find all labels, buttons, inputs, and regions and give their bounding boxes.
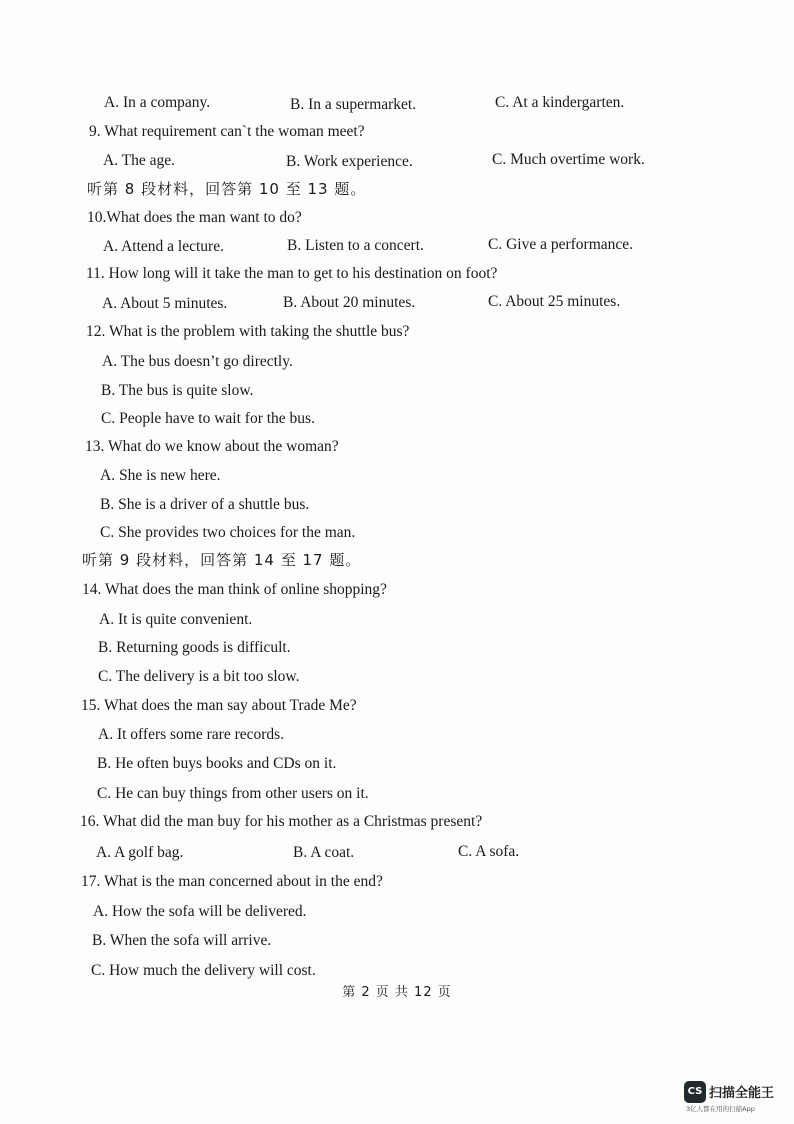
q13-option-a: A. She is new here.	[100, 467, 221, 484]
q15-option-c: C. He can buy things from other users on it.	[97, 785, 369, 802]
q14-option-b: B. Returning goods is difficult.	[98, 639, 291, 656]
q14-question: 14. What does the man think of online shopping?	[82, 581, 387, 598]
q9-option-c: C. Much overtime work.	[492, 151, 645, 168]
q17-option-b: B. When the sofa will arrive.	[92, 932, 272, 949]
q17-option-a: A. How the sofa will be delivered.	[93, 903, 307, 920]
q8-option-a: A. In a company.	[104, 94, 211, 111]
q14-option-a: A. It is quite convenient.	[99, 611, 253, 628]
watermark-app-name: 扫描全能王	[709, 1086, 775, 1101]
q17-question: 17. What is the man concerned about in the end?	[81, 873, 383, 890]
q12-question: 12. What is the problem with taking the shuttle bus?	[86, 323, 410, 340]
q15-question: 15. What does the man say about Trade Me?	[81, 697, 357, 714]
q9-option-a: A. The age.	[103, 152, 176, 169]
watermark-subtitle: 3亿人都在用的扫描App	[686, 1105, 755, 1113]
q10-option-c: C. Give a performance.	[488, 236, 634, 253]
q16-option-b: B. A coat.	[293, 844, 355, 861]
q15-option-b: B. He often buys books and CDs on it.	[97, 755, 337, 772]
q9-question: 9. What requirement can`t the woman meet?	[89, 123, 365, 140]
page-number: 第 2 页 共 12 页	[342, 985, 452, 1000]
q13-option-b: B. She is a driver of a shuttle bus.	[100, 496, 310, 513]
q14-option-c: C. The delivery is a bit too slow.	[98, 668, 300, 685]
q8-option-b: B. In a supermarket.	[290, 96, 417, 113]
q10-question: 10.What does the man want to do?	[87, 209, 302, 226]
q10-option-b: B. Listen to a concert.	[287, 237, 424, 254]
section-9-heading: 听第 9 段材料，回答第 14 至 17 题。	[82, 551, 362, 569]
q12-option-c: C. People have to wait for the bus.	[101, 410, 315, 427]
q13-question: 13. What do we know about the woman?	[85, 438, 339, 455]
scanner-watermark	[684, 1079, 788, 1115]
section-8-heading: 听第 8 段材料，回答第 10 至 13 题。	[87, 180, 367, 198]
q16-question: 16. What did the man buy for his mother as a Christmas present?	[80, 813, 483, 830]
q12-option-a: A. The bus doesn’t go directly.	[102, 353, 293, 370]
camscanner-logo-icon: CS	[684, 1081, 706, 1103]
q11-option-c: C. About 25 minutes.	[488, 293, 621, 310]
q8-option-c: C. At a kindergarten.	[495, 94, 625, 111]
q9-option-b: B. Work experience.	[286, 153, 413, 170]
q16-option-a: A. A golf bag.	[96, 844, 184, 861]
q11-option-a: A. About 5 minutes.	[102, 295, 228, 312]
q12-option-b: B. The bus is quite slow.	[101, 382, 254, 399]
q13-option-c: C. She provides two choices for the man.	[100, 524, 356, 541]
q11-option-b: B. About 20 minutes.	[283, 294, 416, 311]
q10-option-a: A. Attend a lecture.	[103, 238, 224, 255]
q11-question: 11. How long will it take the man to get to his destination on foot?	[86, 265, 498, 282]
q17-option-c: C. How much the delivery will cost.	[91, 962, 316, 979]
q15-option-a: A. It offers some rare records.	[98, 726, 285, 743]
q16-option-c: C. A sofa.	[458, 843, 520, 860]
